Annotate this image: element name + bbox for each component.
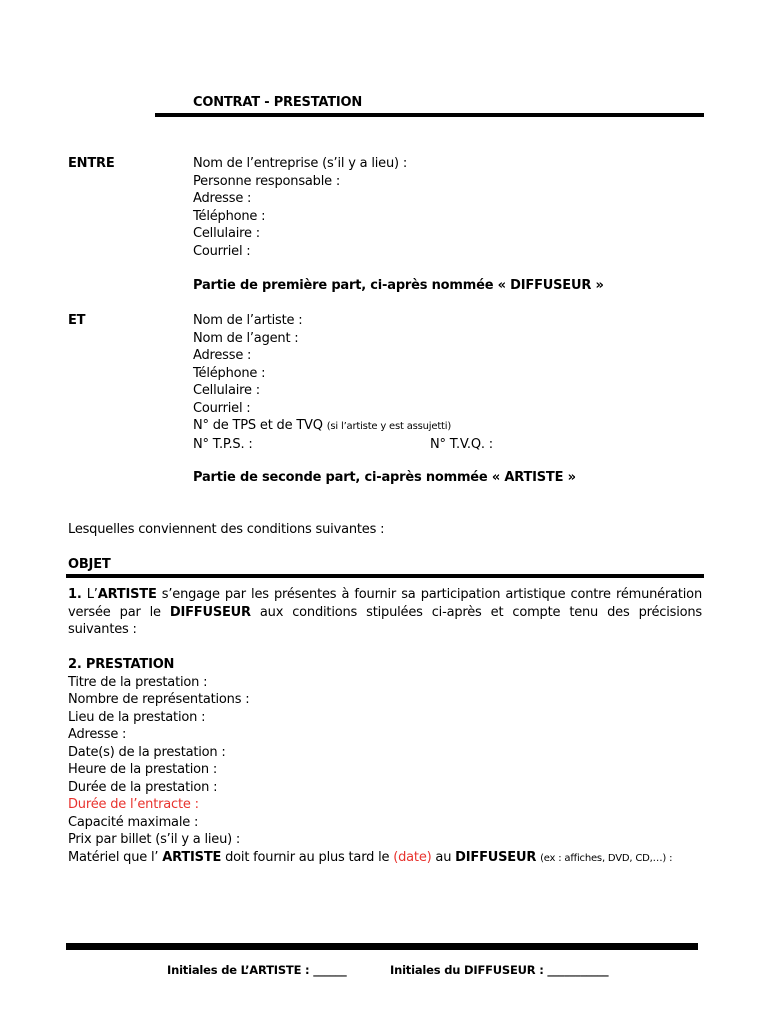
conditions-intro: Lesquelles conviennent des conditions suivantes : — [68, 522, 385, 537]
objet-text-3: aux conditions stipulées ci-après et compte tenu des précisions suivantes : — [68, 604, 703, 637]
field-address: Adresse : — [193, 348, 252, 363]
tax-row — [193, 436, 493, 454]
materials-text-2: doit fournir au plus tard le — [221, 849, 394, 865]
field-prestation-dates: Date(s) de la prestation : — [68, 744, 226, 760]
field-address: Adresse : — [193, 191, 252, 206]
field-email: Courriel : — [193, 400, 251, 416]
materials-text-3: au — [431, 849, 456, 865]
field-max-capacity: Capacité maximale : — [68, 814, 199, 830]
tps-label: N° T.P.S. : — [193, 436, 253, 452]
materials-note: (ex : affiches, DVD, CD,…) : — [540, 852, 673, 864]
materials-text-1: Matériel que l’ — [68, 849, 163, 865]
field-prestation-duration: Durée de la prestation : — [68, 779, 218, 795]
field-intermission-duration: Durée de l’entracte : — [68, 797, 199, 812]
field-phone: Téléphone : — [193, 208, 266, 224]
field-cell: Cellulaire : — [193, 226, 260, 241]
objet-heading: OBJET — [68, 557, 111, 572]
title-underline — [155, 113, 704, 117]
objet-paragraph — [68, 586, 702, 639]
prestation-heading: 2. PRESTATION — [68, 657, 175, 672]
field-email: Courriel : — [193, 243, 251, 259]
materials-date: (date) — [393, 849, 432, 865]
field-ticket-price: Prix par billet (s’il y a lieu) : — [68, 832, 241, 847]
footer-rule — [66, 943, 698, 950]
field-artist-name: Nom de l’artiste : — [193, 313, 303, 328]
tax-note: (si l’artiste y est assujetti) — [326, 421, 452, 432]
tax-label: N° de TPS et de TVQ — [193, 418, 323, 433]
diffuseur-initials: Initiales du DIFFUSEUR : ___________ — [390, 963, 609, 977]
objet-text-2: s’engage par les présentes à fournir sa participation artistique contre rémunération versée par le — [68, 587, 702, 620]
materials-diffuseur: DIFFUSEUR — [455, 849, 537, 865]
field-tax-numbers — [193, 417, 451, 436]
field-prestation-title: Titre de la prestation : — [68, 674, 208, 690]
page-title: CONTRAT - PRESTATION — [193, 95, 363, 110]
field-performances-count: Nombre de représentations : — [68, 692, 250, 707]
et-label: ET — [68, 313, 86, 328]
field-cell: Cellulaire : — [193, 383, 260, 398]
objet-text-1: L’ — [81, 587, 98, 602]
artiste-party-note: Partie de seconde part, ci-après nommée « ARTISTE » — [193, 470, 576, 485]
field-materials — [68, 849, 672, 868]
objet-artiste: ARTISTE — [97, 587, 157, 602]
field-phone: Téléphone : — [193, 365, 266, 381]
et-fields — [193, 312, 493, 453]
field-agent-name: Nom de l’agent : — [193, 330, 299, 346]
diffuseur-party-note: Partie de première part, ci-après nommée « DIFFUSEUR » — [193, 278, 604, 293]
artiste-initials: Initiales de L’ARTISTE : ______ — [167, 963, 347, 977]
field-company-name: Nom de l’entreprise (s’il y a lieu) : — [193, 156, 408, 171]
entre-fields — [193, 155, 407, 260]
field-prestation-time: Heure de la prestation : — [68, 762, 218, 777]
objet-number: 1. — [68, 587, 82, 602]
field-prestation-venue: Lieu de la prestation : — [68, 709, 206, 725]
materials-artiste: ARTISTE — [162, 849, 222, 865]
entre-label: ENTRE — [68, 156, 115, 171]
objet-underline — [66, 574, 704, 578]
tvq-label: N° T.V.Q. : — [430, 436, 493, 452]
prestation-section — [68, 656, 672, 867]
objet-diffuseur: DIFFUSEUR — [169, 604, 251, 620]
field-responsible-person: Personne responsable : — [193, 173, 341, 189]
field-address: Adresse : — [68, 727, 127, 742]
